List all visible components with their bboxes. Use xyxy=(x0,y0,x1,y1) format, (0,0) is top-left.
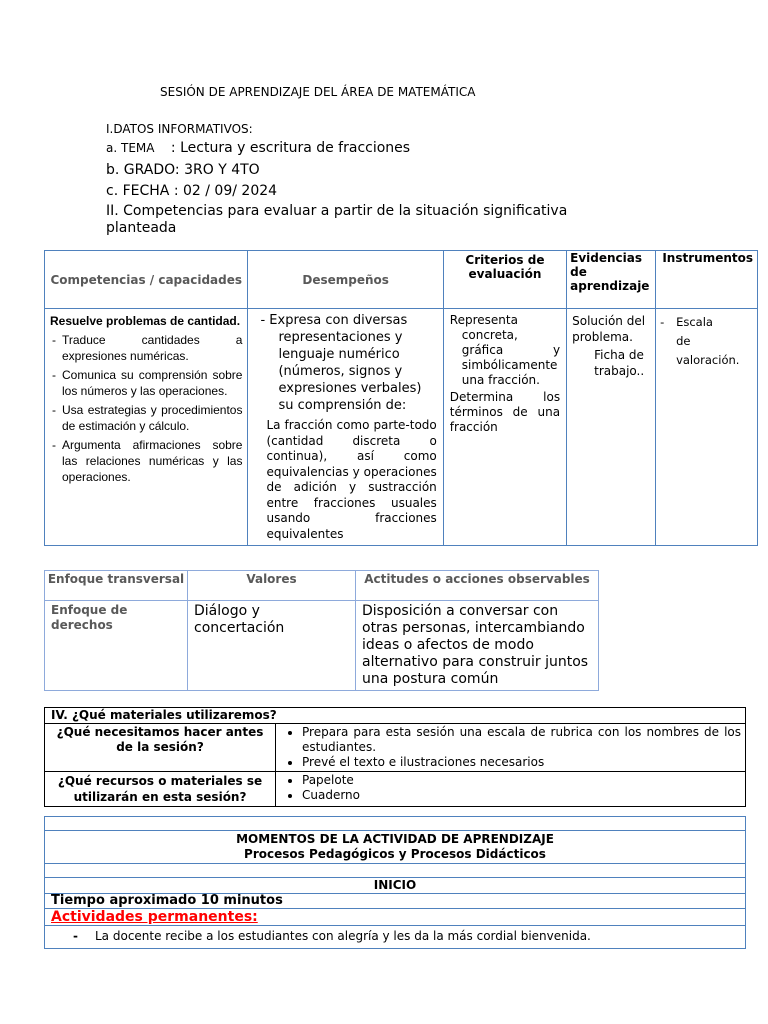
materiales-a2 xyxy=(276,772,746,807)
actitudes-value: Disposición a conversar con otras personas, intercambiando ideas o afectos de modo alternativo para construir juntos una postura común xyxy=(356,601,599,691)
fecha-line: c. FECHA : 02 / 09/ 2024 xyxy=(106,183,278,199)
evidencias-cell xyxy=(567,309,656,546)
desempenos-cell xyxy=(248,309,443,546)
instrumento-item: Escala de valoración. xyxy=(676,315,740,367)
competencias-heading-line2: planteada xyxy=(106,220,177,236)
header-evidencias: Evidencias de aprendizaje xyxy=(567,251,656,309)
momentos-table xyxy=(44,816,746,949)
competencia-title: Resuelve problemas de cantidad. xyxy=(50,314,241,328)
capacidad-item: - Traduce cantidades a expresiones numéricas. xyxy=(50,332,242,364)
enfoque-table xyxy=(44,570,599,691)
actividades-row xyxy=(45,909,746,926)
header-enfoque: Enfoque transversal xyxy=(45,571,188,601)
materiales-a1-item: • Prepara para esta sesión una escala de rubrica con los nombres de los estudiantes. xyxy=(302,725,741,755)
capacidades-list xyxy=(50,332,242,485)
criterio-item: Determina los términos de una fracción xyxy=(449,390,561,434)
desempeno-main: - Expresa con diversas representaciones y lenguaje numérico (números, signos y expresiones verbales) su comprensión de: xyxy=(260,313,422,413)
actividades-permanentes-label: Actividades permanentes: xyxy=(51,909,258,925)
inicio-heading: INICIO xyxy=(45,878,746,894)
capacidad-item: - Argumenta afirmaciones sobre las relaciones numéricas y las operaciones. xyxy=(50,437,242,485)
document-title: SESIÓN DE APRENDIZAJE DEL ÁREA DE MATEMÁTICA xyxy=(160,85,476,99)
capacidad-item: - Usa estrategias y procedimientos de estimación y cálculo. xyxy=(50,402,242,434)
materiales-a2-item: • Cuaderno xyxy=(302,788,741,803)
tiempo-text: Tiempo aproximado 10 minutos xyxy=(51,893,283,908)
tema-line xyxy=(106,140,410,156)
header-criterios: Criterios de evaluación xyxy=(443,251,566,309)
header-instrumentos: Instrumentos xyxy=(656,251,758,309)
enfoque-value: Enfoque de derechos xyxy=(45,601,188,691)
materiales-a2-item: • Papelote xyxy=(302,773,741,788)
evidencia-item: Solución del problema. xyxy=(572,314,646,344)
criterios-cell xyxy=(443,309,566,546)
actividades-item-row: - La docente recibe a los estudiantes con alegría y les da la más cordial bienvenida. xyxy=(45,926,746,949)
materiales-table xyxy=(44,707,746,807)
competencias-heading-line1: II. Competencias para evaluar a partir de la situación significativa xyxy=(106,203,568,219)
tiempo-row xyxy=(45,894,746,909)
valores-value: Diálogo y concertación xyxy=(188,601,356,691)
momentos-title: MOMENTOS DE LA ACTIVIDAD DE APRENDIZAJE Procesos Pedagógicos y Procesos Didácticos xyxy=(45,831,746,864)
grado-line: b. GRADO: 3RO Y 4TO xyxy=(106,162,260,178)
header-competencias: Competencias / capacidades xyxy=(45,251,248,309)
competencias-cell xyxy=(45,309,248,546)
empty-row xyxy=(45,817,746,831)
competencias-table xyxy=(44,250,758,546)
evidencia-item: Ficha de trabajo.. xyxy=(594,348,645,378)
datos-informativos-heading: I.DATOS INFORMATIVOS: xyxy=(106,122,253,136)
desempeno-detail: La fracción como parte-todo (cantidad discreta o continua), así como equivalencias y operaciones de adición y sustracción entre fracciones usuales usando fracciones equivalentes xyxy=(266,418,437,541)
tema-value: : Lectura y escritura de fracciones xyxy=(170,140,411,156)
materiales-q1: ¿Qué necesitamos hacer antes de la sesión? xyxy=(45,724,276,772)
criterio-item: Representa concreta, gráfica y simbólicamente una fracción. xyxy=(449,313,561,387)
empty-row xyxy=(45,864,746,878)
materiales-a1-item: • Prevé el texto e ilustraciones necesarios xyxy=(302,755,741,770)
header-desempenos: Desempeños xyxy=(248,251,443,309)
capacidad-item: - Comunica su comprensión sobre los números y las operaciones. xyxy=(50,367,242,399)
header-valores: Valores xyxy=(188,571,356,601)
materiales-title: IV. ¿Qué materiales utilizaremos? xyxy=(45,708,746,724)
materiales-a1 xyxy=(276,724,746,772)
materiales-q2: ¿Qué recursos o materiales se utilizarán en esta sesión? xyxy=(45,772,276,807)
actividades-item: La docente recibe a los estudiantes con alegría y les da la más cordial bienvenida. xyxy=(95,929,591,943)
instrumentos-cell: - Escala de valoración. xyxy=(656,309,758,546)
header-actitudes: Actitudes o acciones observables xyxy=(356,571,599,601)
tema-label: a. TEMA xyxy=(106,141,155,155)
